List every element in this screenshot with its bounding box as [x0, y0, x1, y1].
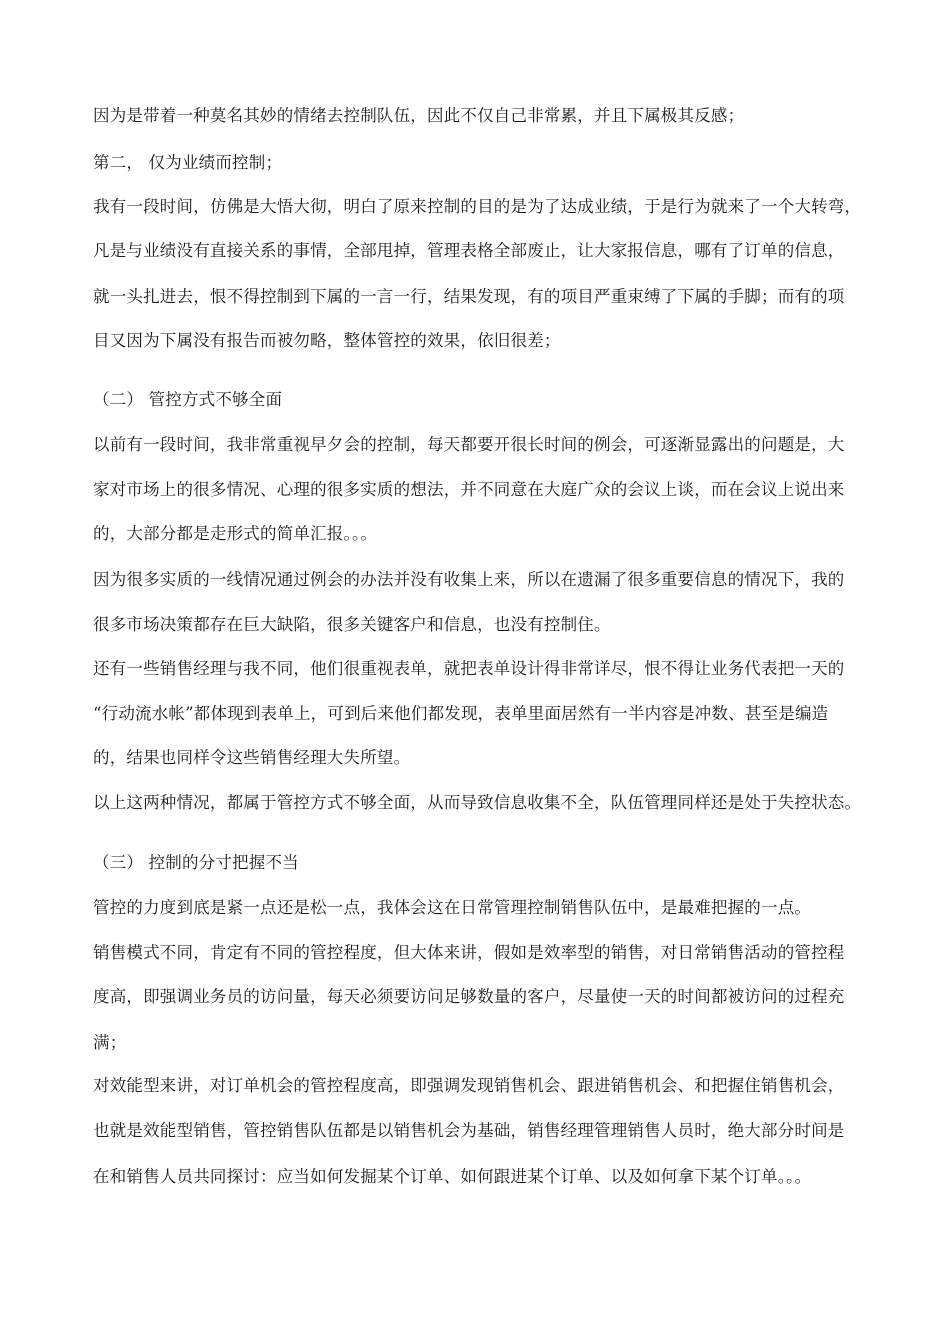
- section-heading: （三） 控制的分寸把握不当: [93, 853, 299, 872]
- paragraph-line: 也就是效能型销售，管控销售队伍都是以销售机会为基础，销售经理管理销售人员时，绝大部分时间是: [93, 1121, 845, 1140]
- paragraph-line: 很多市场决策都存在巨大缺陷，很多关键客户和信息，也没有控制住。: [93, 615, 611, 634]
- paragraph-line: 以上这两种情况，都属于管控方式不够全面，从而导致信息收集不全，队伍管理同样还是处于失控状态。: [93, 793, 862, 812]
- paragraph-line: 满；: [93, 1033, 127, 1052]
- paragraph-line: 的，结果也同样令这些销售经理大失所望。: [93, 748, 411, 767]
- paragraph-line: 凡是与业绩没有直接关系的事情，全部甩掉，管理表格全部废止，让大家报信息，哪有了订单的信息，: [93, 241, 845, 260]
- section-heading: （二） 管控方式不够全面: [93, 390, 283, 409]
- paragraph-line: 因为很多实质的一线情况通过例会的办法并没有收集上来，所以在遗漏了很多重要信息的情况下，我的: [93, 570, 845, 589]
- paragraph-line: 的，大部分都是走形式的简单汇报。。。: [93, 524, 378, 543]
- paragraph-line: 我有一段时间，仿佛是大悟大彻，明白了原来控制的目的是为了达成业绩，于是行为就来了一个大转弯，: [93, 197, 862, 216]
- paragraph-line: 目又因为下属没有报告而被勿略，整体管控的效果，依旧很差；: [93, 331, 561, 350]
- paragraph-line: 对效能型来讲，对订单机会的管控程度高，即强调发现销售机会、跟进销售机会、和把握住销售机会，: [93, 1076, 845, 1095]
- paragraph-line: “行动流水帐”都体现到表单上，可到后来他们都发现，表单里面居然有一半内容是冲数、甚至是编造: [93, 704, 829, 723]
- section-heading: 第二， 仅为业绩而控制；: [93, 153, 283, 172]
- paragraph-line: 以前有一段时间，我非常重视早夕会的控制，每天都要开很长时间的例会，可逐渐显露出的问题是，大: [93, 435, 845, 454]
- paragraph-line: 管控的力度到底是紧一点还是松一点，我体会这在日常管理控制销售队伍中，是最难把握的一点。: [93, 898, 812, 917]
- paragraph-line: 家对市场上的很多情况、心理的很多实质的想法，并不同意在大庭广众的会议上谈，而在会议上说出来: [93, 480, 845, 499]
- paragraph-line: 就一头扎进去，恨不得控制到下属的一言一行，结果发现，有的项目严重束缚了下属的手脚；而有的项: [93, 287, 845, 306]
- paragraph-line: 度高，即强调业务员的访问量，每天必须要访问足够数量的客户，尽量使一天的时间都被访问的过程充: [93, 987, 845, 1006]
- paragraph-line: 在和销售人员共同探讨：应当如何发掘某个订单、如何跟进某个订单、以及如何拿下某个订单。。。: [93, 1167, 812, 1186]
- paragraph-line: 因为是带着一种莫名其妙的情绪去控制队伍，因此不仅自己非常累，并且下属极其反感；: [93, 106, 745, 125]
- paragraph-line: 还有一些销售经理与我不同，他们很重视表单，就把表单设计得非常详尽，恨不得让业务代表把一天的: [93, 659, 845, 678]
- paragraph-line: 销售模式不同，肯定有不同的管控程度，但大体来讲，假如是效率型的销售，对日常销售活动的管控程: [93, 943, 845, 962]
